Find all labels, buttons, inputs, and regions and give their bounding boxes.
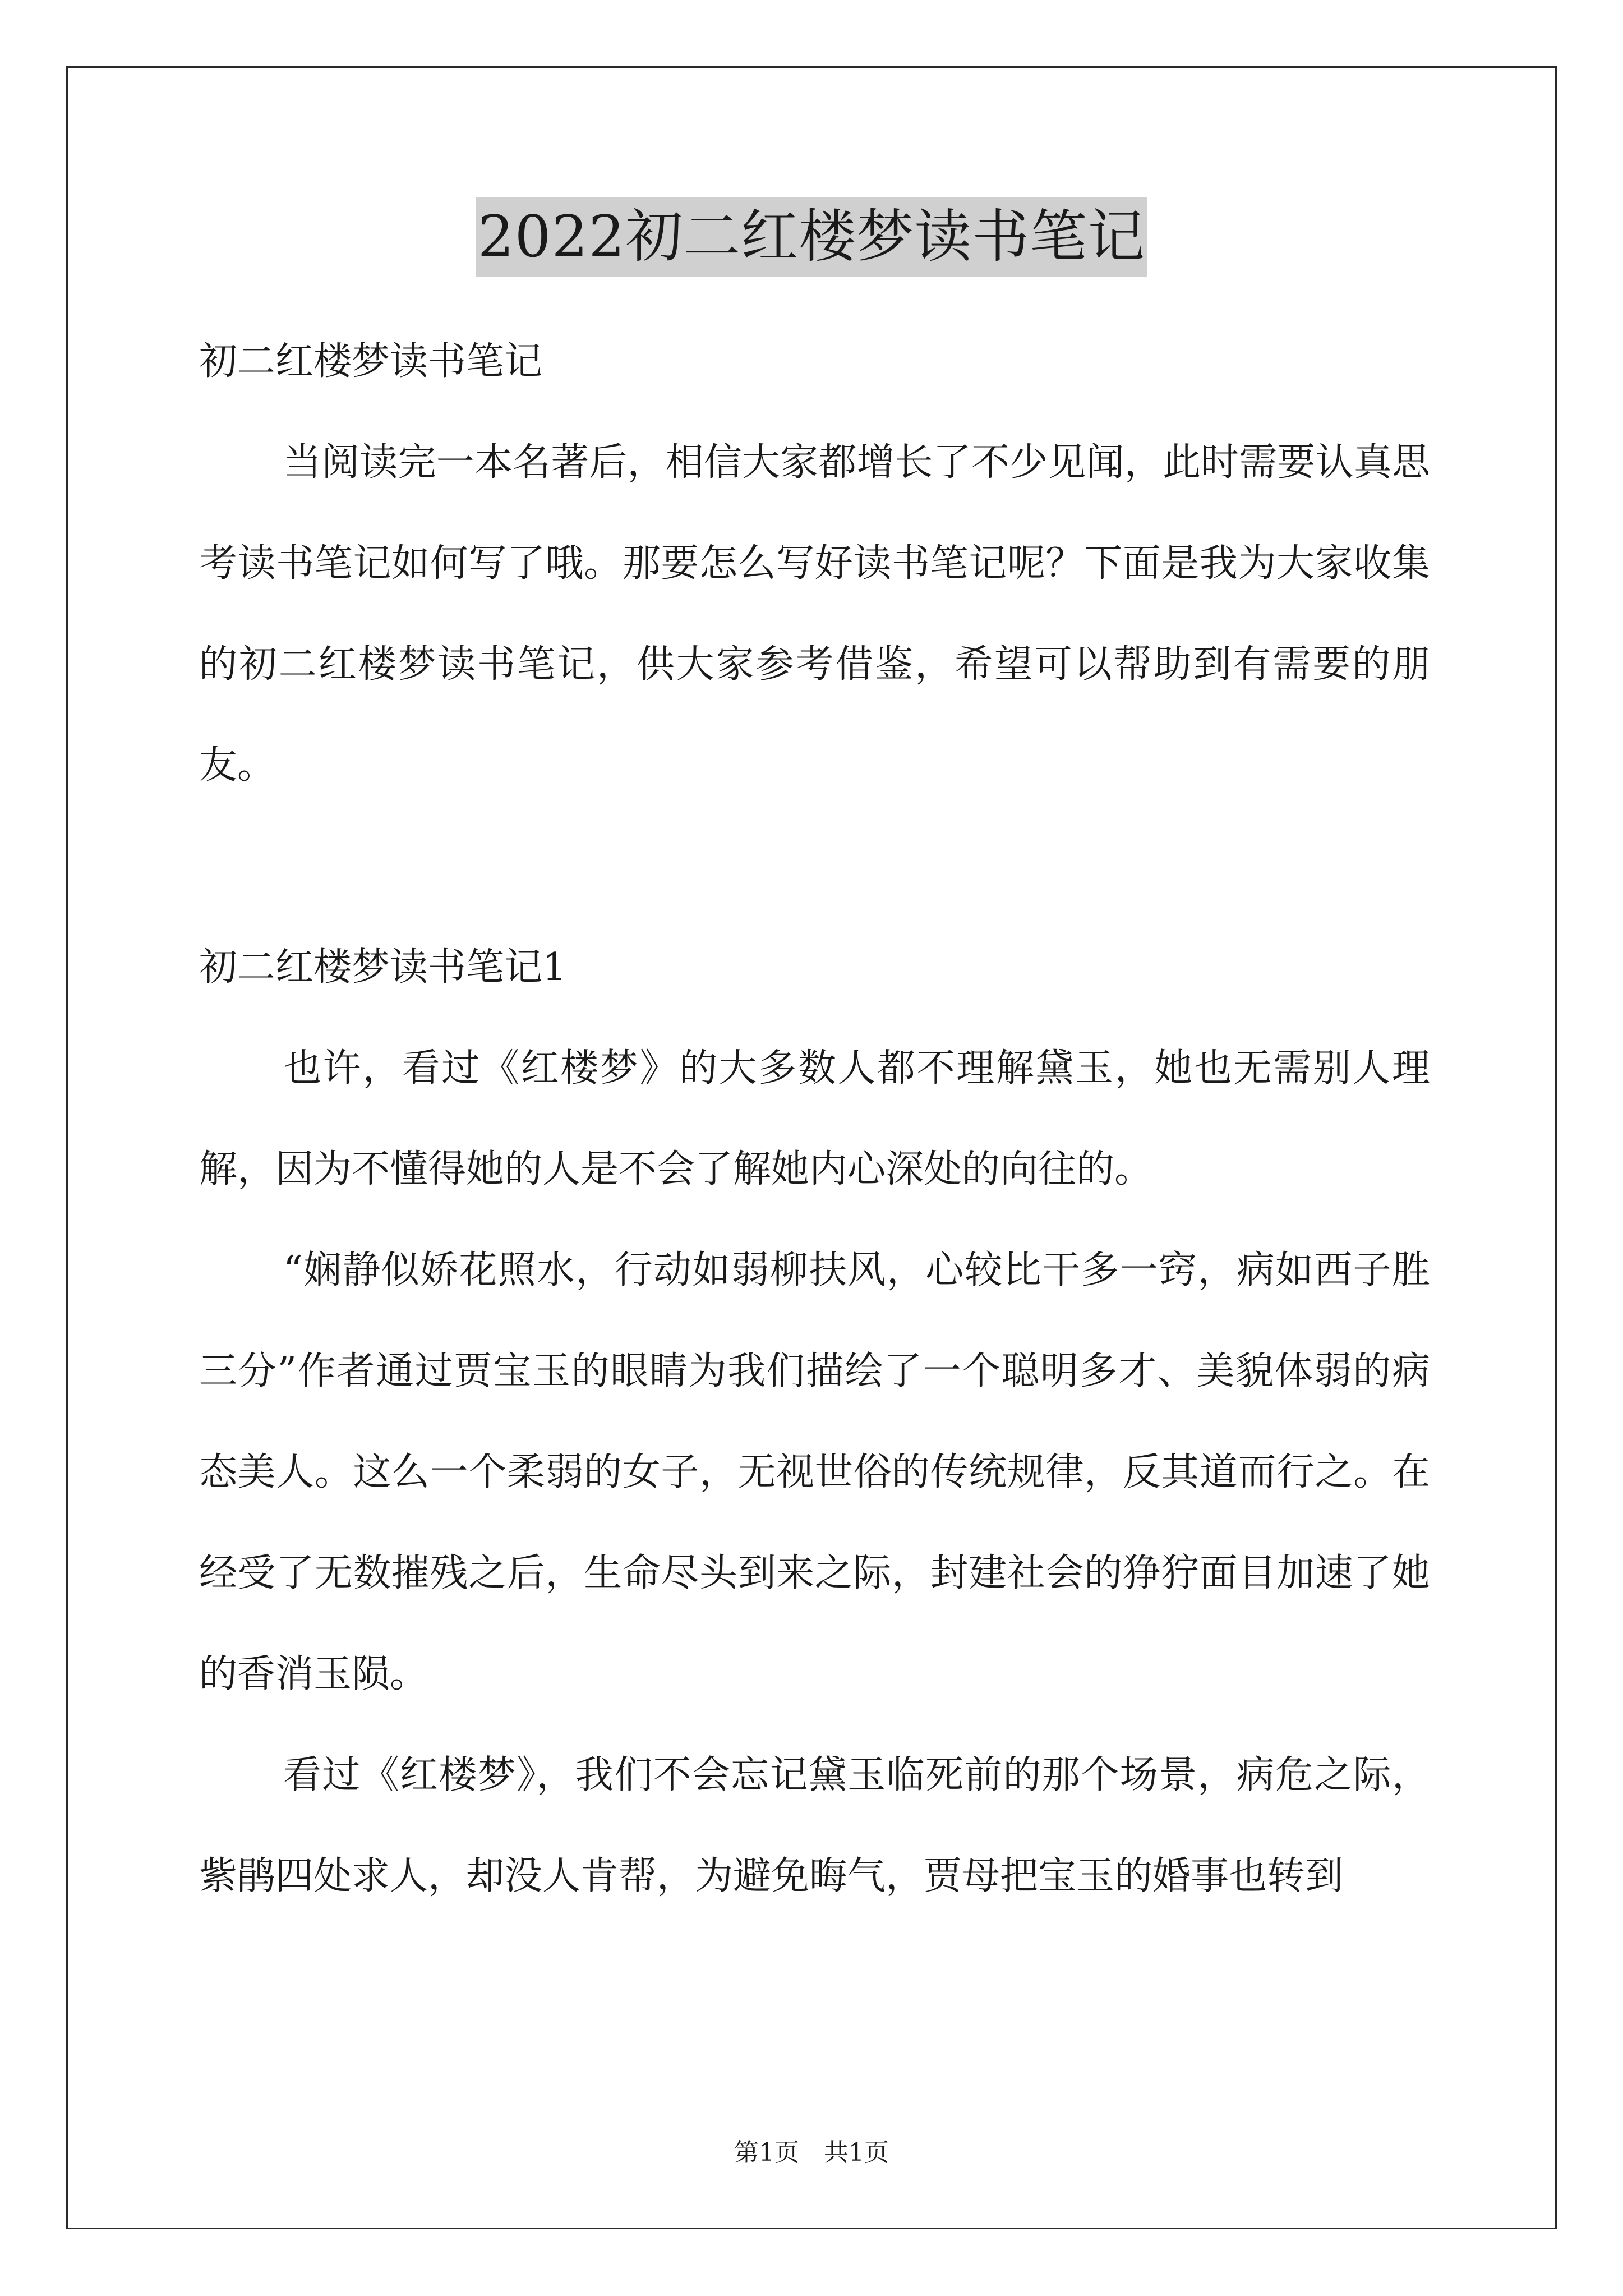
document-title: 2022初二红楼梦读书笔记 bbox=[476, 197, 1148, 277]
intro-paragraph: 当阅读完一本名著后，相信大家都增长了不少见闻，此时需要认真思考读书笔记如何写了哦。那要怎么写好读书笔记呢？下面是我为大家收集的初二红楼梦读书笔记，供大家参考借鉴，希望可以帮助到有需要的朋友。 bbox=[199, 440, 1430, 788]
document-body bbox=[199, 311, 1430, 1927]
intro-heading: 初二红楼梦读书笔记 bbox=[199, 339, 543, 384]
note1-paragraph-1: 也许，看过《红楼梦》的大多数人都不理解黛玉，她也无需别人理解，因为不懂得她的人是不会了解她内心深处的向往的。 bbox=[199, 1046, 1430, 1191]
page-footer: 第1页 共1页 bbox=[734, 2138, 889, 2167]
title-container bbox=[0, 197, 1623, 277]
note1-paragraph-2: “娴静似娇花照水，行动如弱柳扶风，心较比干多一窍，病如西子胜三分”作者通过贾宝玉的眼睛为我们描绘了一个聪明多才、美貌体弱的病态美人。这么一个柔弱的女子，无视世俗的传统规律，反其道而行之。在经受了无数摧残之后，生命尽头到来之际，封建社会的狰狞面目加速了她的香消玉陨。 bbox=[199, 1248, 1430, 1696]
note1-heading: 初二红楼梦读书笔记1 bbox=[199, 945, 567, 990]
section-spacer bbox=[199, 816, 1430, 917]
note1-paragraph-3: 看过《红楼梦》，我们不会忘记黛玉临死前的那个场景，病危之际，紫鹃四处求人，却没人肯帮，为避免晦气，贾母把宝玉的婚事也转到 bbox=[199, 1753, 1430, 1898]
